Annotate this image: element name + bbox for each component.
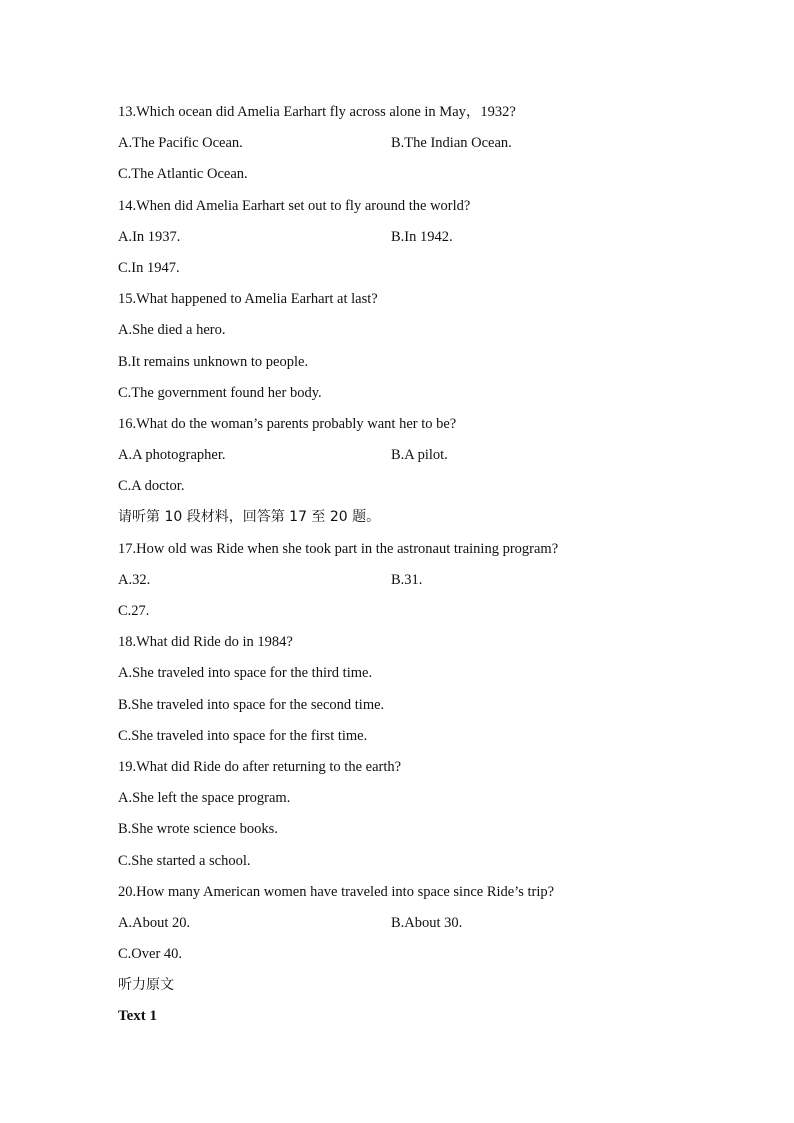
question-17-options-ab [118,568,718,599]
question-13-option-c: C.The Atlantic Ocean. [118,166,248,183]
question-17-stem: 17.How old was Ride when she took part in the astronaut training program? [118,540,559,557]
question-16-options-ab [118,443,718,474]
question-18-option-a: A.She traveled into space for the third time. [118,665,373,682]
section-instruction: 请听第 10 段材料，回答第 17 至 20 题。 [118,509,381,526]
question-16-option-a: A.A photographer. [118,447,226,464]
question-13-option-b: B.The Indian Ocean. [391,135,512,152]
question-16-stem: 16.What do the woman’s parents probably want her to be? [118,415,457,432]
question-19-option-b: B.She wrote science books. [118,821,278,838]
question-15-option-c: C.The government found her body. [118,384,322,401]
question-13-stem: 13.Which ocean did Amelia Earhart fly across alone in May，1932? [118,104,516,120]
question-16-option-b: B.A pilot. [391,447,448,464]
question-20-option-b: B.About 30. [391,914,463,931]
question-16-option-c: C.A doctor. [118,478,185,495]
question-15-option-b: B.It remains unknown to people. [118,353,309,370]
question-20-options-ab [118,911,718,942]
question-14-option-b: B.In 1942. [391,228,453,245]
question-13-options-ab [118,131,718,162]
question-13-option-a: A.The Pacific Ocean. [118,135,243,152]
text1-heading: Text 1 [118,1008,158,1025]
question-18-stem: 18.What did Ride do in 1984? [118,634,293,651]
question-18-option-b: B.She traveled into space for the second time. [118,696,385,713]
question-20-stem: 20.How many American women have traveled into space since Ride’s trip? [118,883,555,900]
question-19-option-a: A.She left the space program. [118,790,291,807]
question-17-option-b: B.31. [391,571,423,588]
question-14-stem: 14.When did Amelia Earhart set out to fly around the world? [118,197,471,214]
question-17-option-a: A.32. [118,571,151,588]
question-14-option-c: C.In 1947. [118,259,180,276]
question-14-option-a: A.In 1937. [118,228,181,245]
question-19-option-c: C.She started a school. [118,852,251,869]
question-18-option-c: C.She traveled into space for the first time. [118,727,368,744]
question-20-option-a: A.About 20. [118,914,191,931]
page-content [118,100,718,1036]
question-15-option-a: A.She died a hero. [118,322,226,339]
question-17-option-c: C.27. [118,603,150,619]
question-15-stem: 15.What happened to Amelia Earhart at last? [118,291,378,308]
question-14-options-ab [118,225,718,256]
question-20-option-c: C.Over 40. [118,946,183,963]
transcript-heading: 听力原文 [118,977,174,994]
question-19-stem: 19.What did Ride do after returning to the earth? [118,758,402,775]
